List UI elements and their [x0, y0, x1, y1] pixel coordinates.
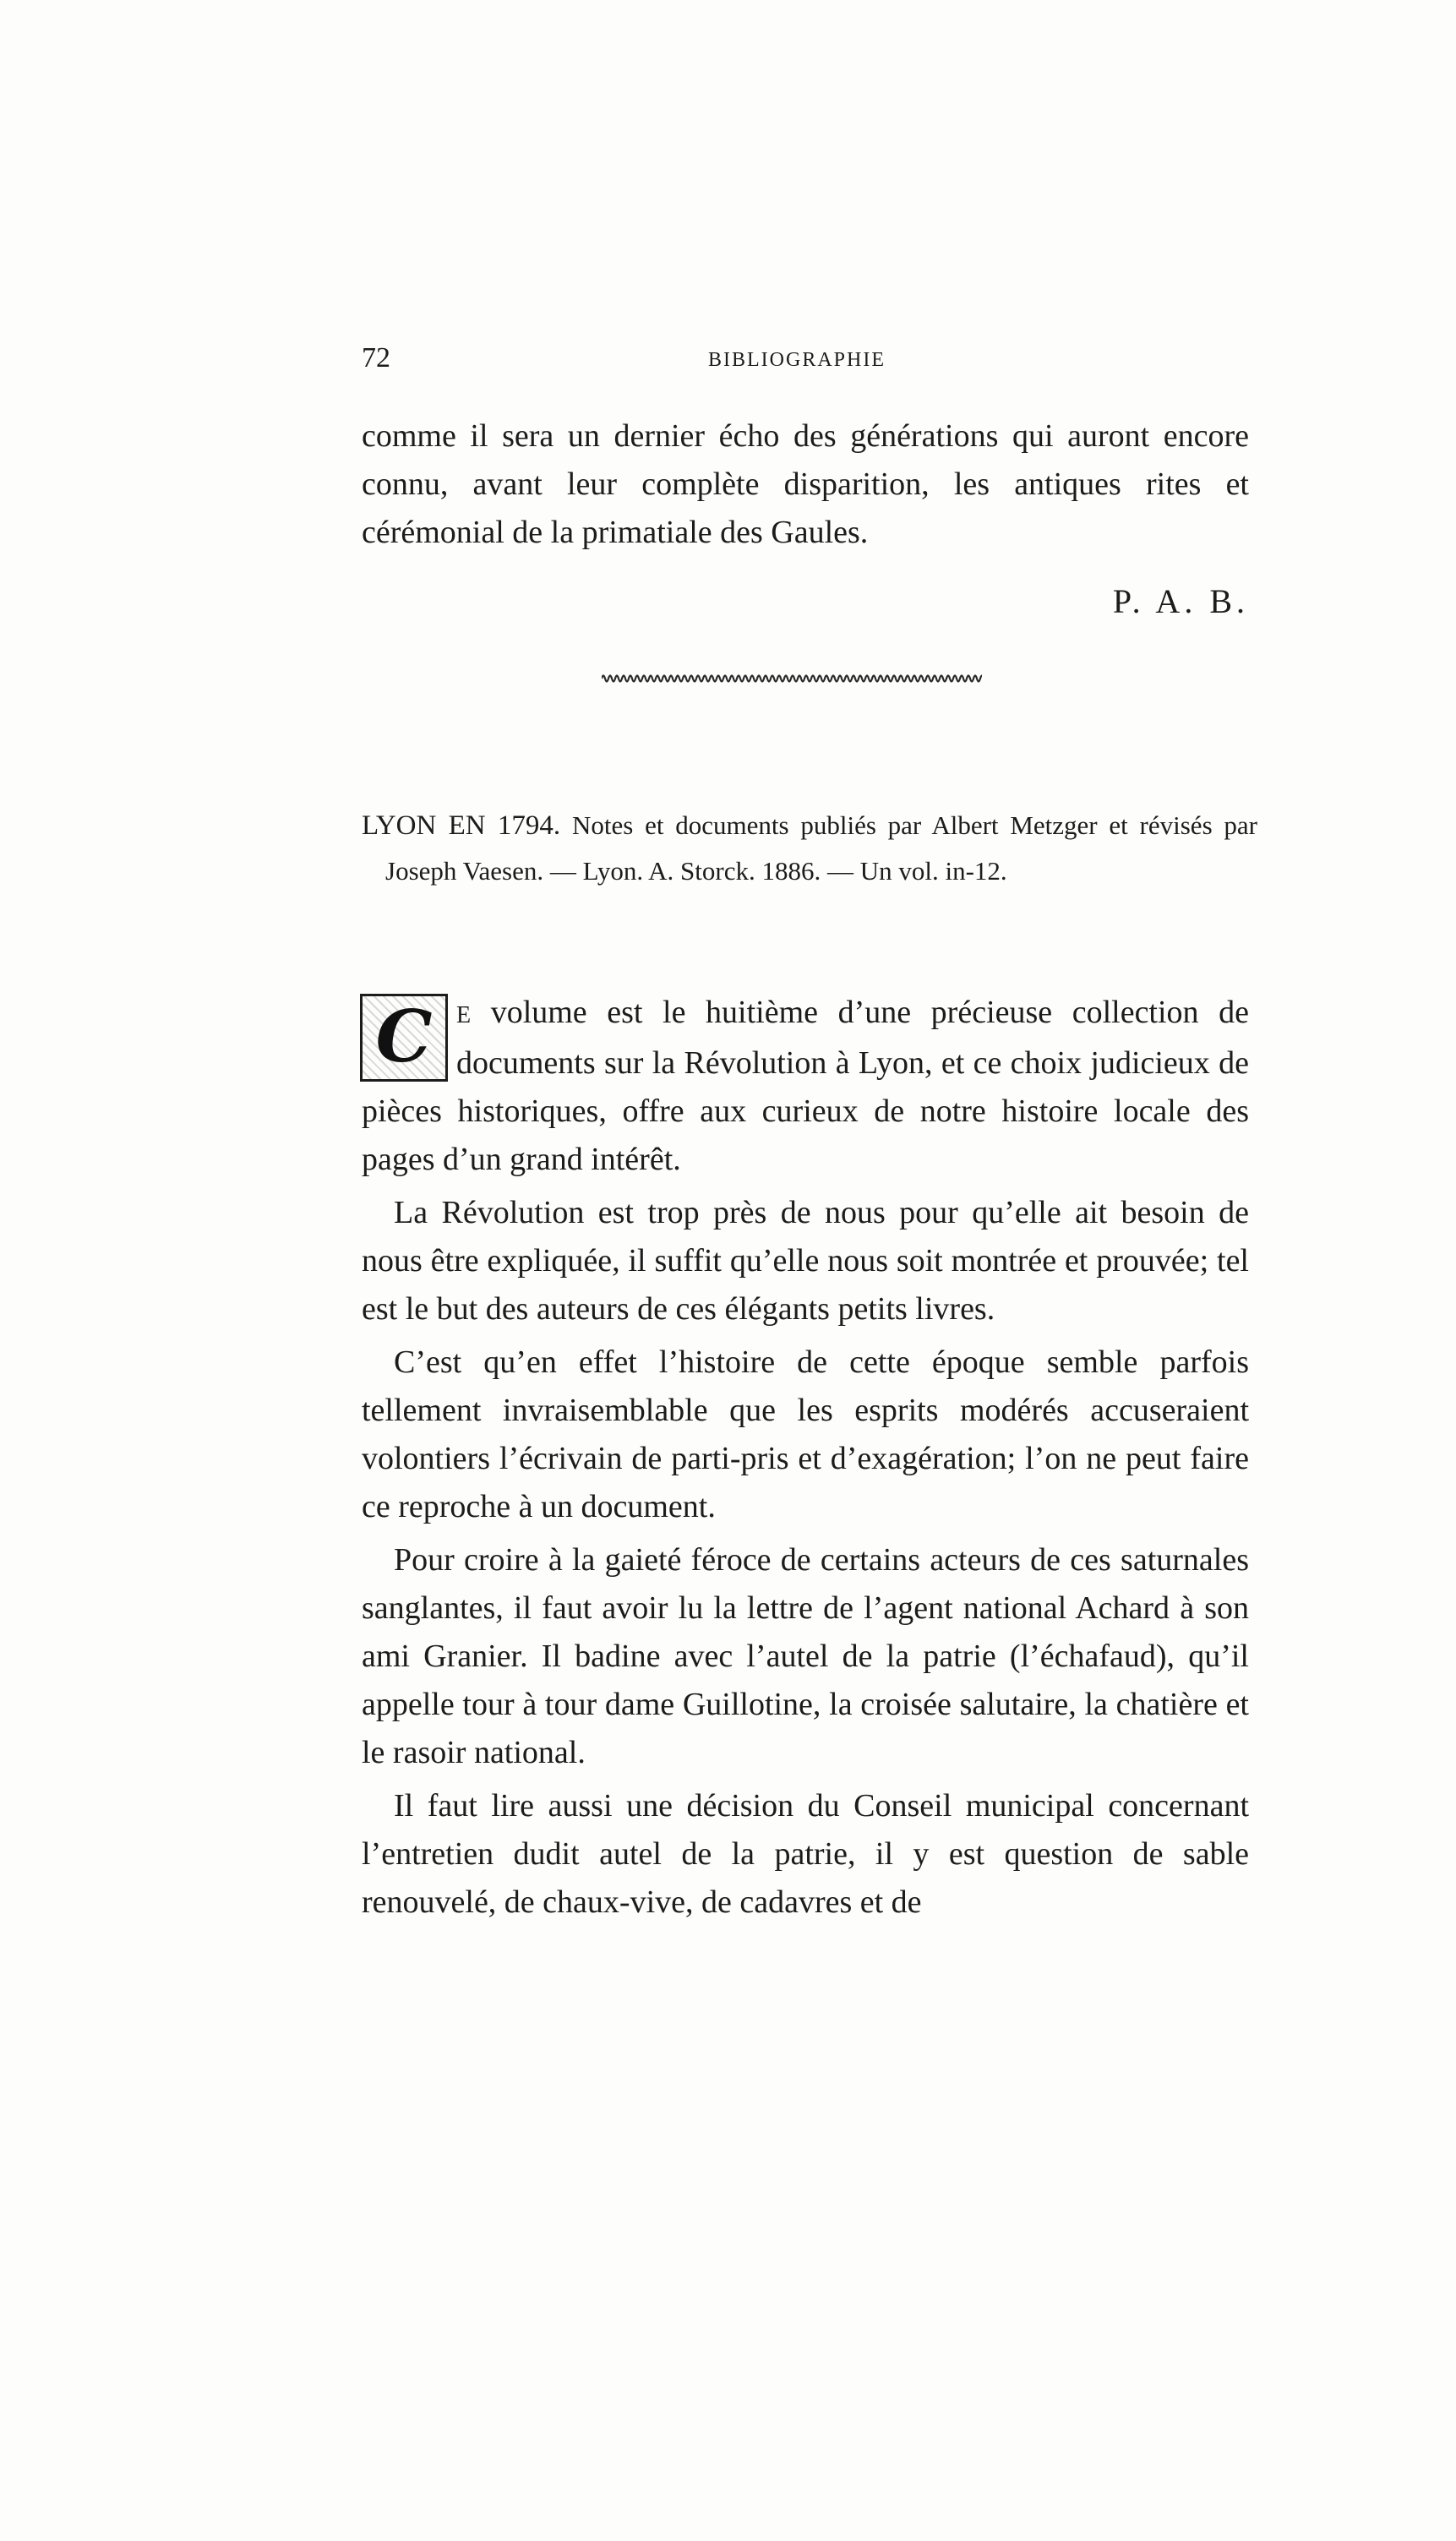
paragraph: C’est qu’en effet l’histoire de cette époque semble parfois tellement invraisemblable que les esprits modérés accuseraient volontiers l’écrivain de parti-pris et d’exagération; l’on ne peut faire ce reproche à un document. [362, 1344, 1249, 1524]
author-signature: P. A. B. [1112, 582, 1249, 620]
entry-description: Notes et documents publiés par Albert Metzger et révisés par Joseph Vaesen. — Lyon. A. Storck. 1886. — Un vol. in-12. [385, 810, 1258, 886]
dropcap-continuation: E [456, 1002, 472, 1028]
running-title: BIBLIOGRAPHIE [708, 349, 886, 371]
paragraph [362, 989, 1249, 1184]
paragraph: La Révolution est trop près de nous pour qu’elle ait besoin de nous être expliquée, il suffit qu’elle nous soit montrée et prouvée; tel est le but des auteurs de ces élégants petits livres. [362, 1195, 1249, 1327]
previous-article-ending [362, 412, 1249, 557]
paragraph: Il faut lire aussi une décision du Conseil municipal concernant l’entretien dudit autel de la patrie, il y est question de sable renouvelé, de chaux-vive, de cadavres et de [362, 1788, 1249, 1920]
decorative-dropcap: C [360, 994, 448, 1082]
review-body [362, 989, 1249, 1932]
previous-article-text: comme il sera un dernier écho des générations qui auront encore connu, avant leur complète disparition, les antiques rites et cérémonial de la primatiale des Gaules. [362, 418, 1249, 550]
paragraph-text: volume est le huitième d’une précieuse collection de documents sur la Révolution à Lyon, et ce choix judicieux de pièces historiques, offre aux curieux de notre histoire locale des pages d’un grand intérêt. [362, 995, 1249, 1177]
page-header [362, 342, 1249, 393]
paragraph: Pour croire à la gaieté féroce de certains acteurs de ces saturnales sanglantes, il faut avoir lu la lettre de l’agent national Achard à son ami Granier. Il badine avec l’autel de la patrie (l’échafaud), qu’il appelle tour à tour dame Guillotine, la croisée salutaire, la chatière et le rasoir national. [362, 1542, 1249, 1770]
wavy-rule-ornament [602, 670, 982, 687]
page-number: 72 [362, 342, 390, 374]
entry-title: LYON EN 1794. [362, 810, 561, 841]
bibliographic-entry [362, 803, 1257, 894]
